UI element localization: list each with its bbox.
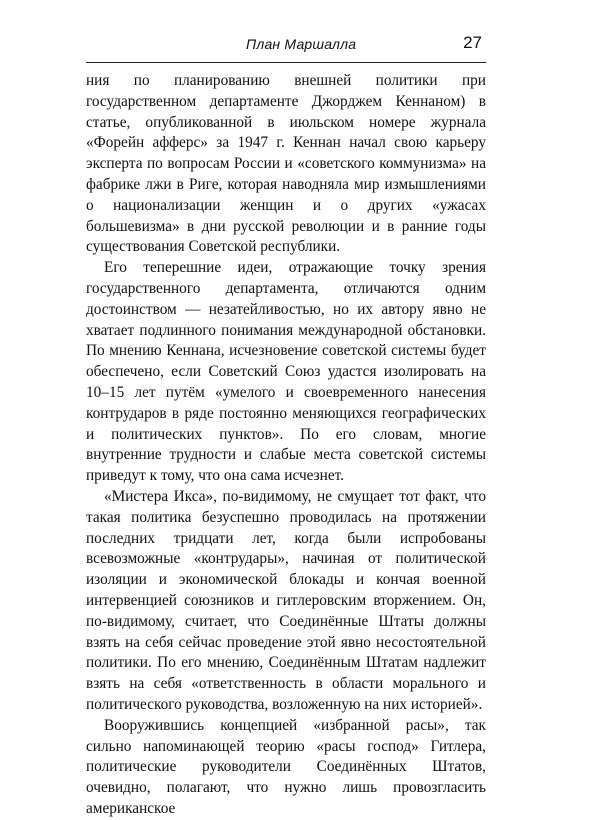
running-header — [86, 32, 486, 63]
chapter-title: План Маршалла — [246, 36, 357, 52]
paragraph: «Мистера Икса», по-видимому, не смущает тот факт, что такая политика безуспешно проводилась на протяжении последних тридцати лет, когда были испробованы всевозможные «контрудары», начиная от политической изоляции и экономической блокады и кончая военной интервенцией союзников и гитлеровским вторжением. Он, по-видимому, считает, что Соединённые Штаты должны взять на себя сейчас проведение этой явно несостоятельной политики. По его мнению, Соединённым Штатам надлежит взять на себя «ответственность в области морального и политического руководства, возложенную на них историей». — [86, 487, 486, 713]
page-number: 27 — [463, 33, 482, 52]
body-text — [86, 71, 486, 820]
paragraph: Вооружившись концепцией «избранной расы», так сильно напоминающей теорию «расы господ» Гитлера, политические руководители Соединённых Штатов, очевидно, полагают, что нужно лишь провозгласить американское — [86, 716, 486, 817]
paragraph-continued: ния по планированию внешней политики при государственном департаменте Джорджем Кеннаном) в статье, опубликованной в июльском номере журнала «Форейн афферс» за 1947 г. Кеннан начал свою карьеру эксперта по вопросам России и «советского коммунизма» на фабрике лжи в Риге, которая наводняла мир измышлениями о национализации женщин и о других «ужасах большевизма» в дни русской революции и в ранние годы существования Советской республики. — [86, 72, 486, 256]
paragraph: Его теперешние идеи, отражающие точку зрения государственного департамента, отличаются одним достоинством — незатейливостью, но их автору явно не хватает подлинного понимания международной обстановки. По мнению Кеннана, исчезновение советской системы будет обеспечено, если Советский Союз удастся изолировать на 10–15 лет путём «умелого и своевременного нанесения контрударов в ряде постоянно меняющихся географических и политических пунктов». По его словам, многие внутренние трудности и слабые места советской системы приведут к тому, что она сама исчезнет. — [86, 259, 486, 485]
